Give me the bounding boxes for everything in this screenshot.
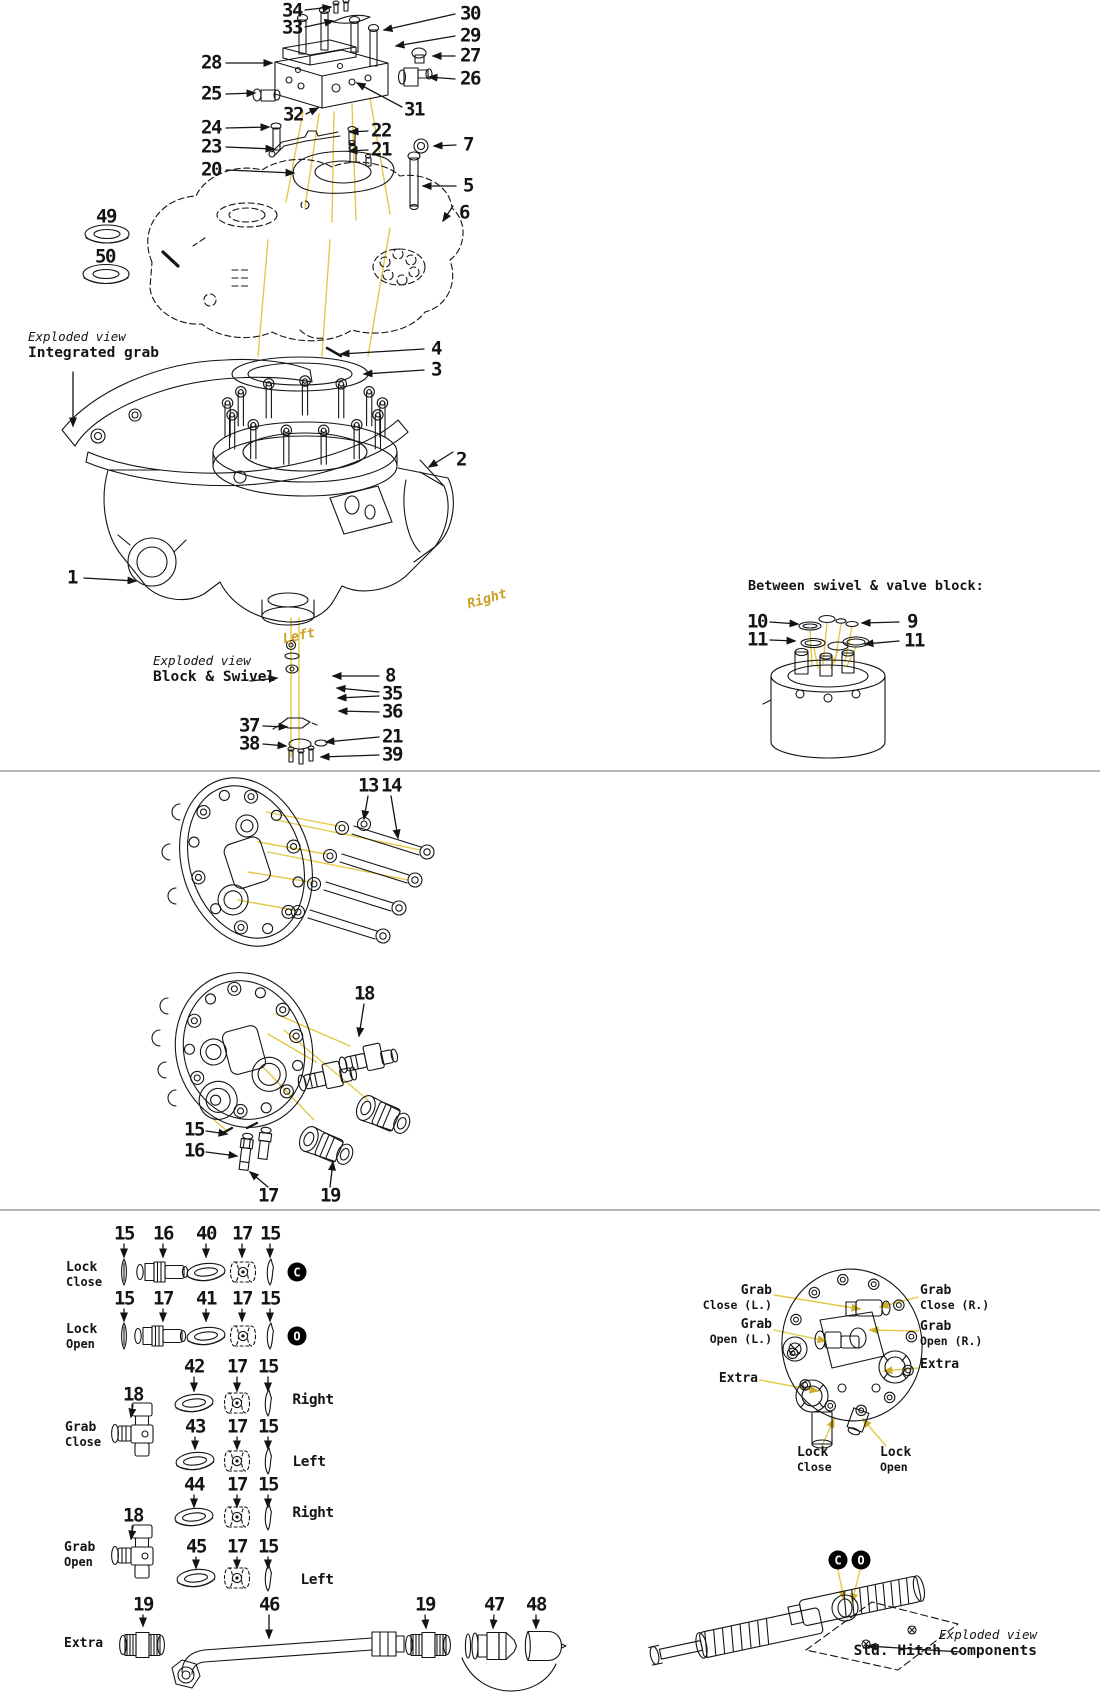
callout-38: 38 xyxy=(239,732,259,755)
exploded-view-label-block-swivel xyxy=(153,654,275,686)
callout-15: 15 xyxy=(258,1473,278,1496)
callout-1: 1 xyxy=(67,566,77,589)
grab-disc-label-grab-open-r: Grab Open (R.) xyxy=(920,1319,983,1348)
callout-50: 50 xyxy=(95,245,115,268)
grab-disc-label-grab-close-l: Grab Close (L.) xyxy=(702,1283,772,1312)
callout-31: 31 xyxy=(404,98,424,121)
orientation-marker-left: Left xyxy=(281,624,317,648)
callout-15: 15 xyxy=(184,1118,204,1141)
callout-6: 6 xyxy=(459,201,469,224)
grab-disc-label-extra: Extra xyxy=(718,1371,758,1386)
callout-4: 4 xyxy=(431,337,441,360)
callout-9: 9 xyxy=(907,610,917,633)
block-swivel-body xyxy=(104,460,453,625)
callout-15: 15 xyxy=(258,1355,278,1378)
callout-49: 49 xyxy=(96,205,116,228)
callout-18: 18 xyxy=(123,1383,143,1406)
callout-35: 35 xyxy=(382,682,402,705)
grab-disc xyxy=(772,1260,932,1448)
callout-21: 21 xyxy=(382,725,402,748)
row-label-grab-open: Grab Open xyxy=(64,1540,96,1569)
callout-15: 15 xyxy=(260,1222,280,1245)
callout-34: 34 xyxy=(282,0,302,22)
callout-3: 3 xyxy=(431,358,441,381)
callout-17: 17 xyxy=(258,1184,278,1207)
callout-45: 45 xyxy=(186,1535,206,1558)
ring-gear-assembly xyxy=(213,348,397,496)
callout-44: 44 xyxy=(184,1473,204,1496)
block-swivel-title: Block & Swivel xyxy=(153,668,276,685)
callout-11: 11 xyxy=(904,629,924,652)
badge-c: C xyxy=(829,1551,848,1570)
row-label-lock-open: Lock Open xyxy=(66,1322,98,1351)
callout-Left: Left xyxy=(292,1453,326,1470)
callout-13: 13 xyxy=(358,774,378,797)
callout-48: 48 xyxy=(526,1593,546,1616)
callout-Right: Right xyxy=(292,1504,334,1521)
orientation-marker-right: Right xyxy=(465,585,509,613)
callout-37: 37 xyxy=(239,714,259,737)
badge-o: O xyxy=(852,1551,871,1570)
callout-28: 28 xyxy=(201,51,221,74)
hitch-top-body xyxy=(148,159,463,340)
callout-24: 24 xyxy=(201,116,221,139)
callout-19: 19 xyxy=(133,1593,153,1616)
exploded-view-italic: Exploded view xyxy=(939,1627,1037,1642)
callout-17: 17 xyxy=(153,1287,173,1310)
grab-disc-label-grab-close-r: Grab Close (R.) xyxy=(920,1283,990,1312)
row-label-grab-close: Grab Close xyxy=(65,1420,102,1449)
badge-o: O xyxy=(288,1327,307,1346)
callout-17: 17 xyxy=(227,1355,247,1378)
callout-14: 14 xyxy=(381,774,401,797)
callout-15: 15 xyxy=(258,1415,278,1438)
callout-18: 18 xyxy=(354,982,374,1005)
callout-42: 42 xyxy=(184,1355,204,1378)
callout-7: 7 xyxy=(463,133,473,156)
callout-33: 33 xyxy=(282,16,302,39)
callout-26: 26 xyxy=(460,67,480,90)
swivel-detail xyxy=(763,616,885,759)
callout-2: 2 xyxy=(456,448,466,471)
callout-19: 19 xyxy=(415,1593,435,1616)
callout-32: 32 xyxy=(283,103,303,126)
callout-15: 15 xyxy=(114,1287,134,1310)
callout-23: 23 xyxy=(201,135,221,158)
grab-disc-label-extra: Extra xyxy=(920,1357,960,1372)
body-mark xyxy=(163,252,178,266)
callout-19: 19 xyxy=(320,1184,340,1207)
callout-8: 8 xyxy=(385,664,395,687)
callout-11: 11 xyxy=(747,628,767,651)
callout-41: 41 xyxy=(196,1287,216,1310)
callout-17: 17 xyxy=(227,1415,247,1438)
integrated-grab-title: Integrated grab xyxy=(28,344,159,361)
row-label-extra: Extra xyxy=(64,1636,104,1651)
callout-17: 17 xyxy=(227,1535,247,1558)
callout-36: 36 xyxy=(382,700,402,723)
exploded-view-italic: Exploded view xyxy=(153,653,251,668)
badge-c: C xyxy=(288,1263,307,1282)
callout-16: 16 xyxy=(184,1139,204,1162)
callout-39: 39 xyxy=(382,743,402,766)
exploded-view-label-std-hitch xyxy=(854,1628,1037,1660)
callout-40: 40 xyxy=(196,1222,216,1245)
grab-disc-label-lock-close: Lock Close xyxy=(797,1445,832,1474)
callout-15: 15 xyxy=(258,1535,278,1558)
between-swivel-valve-block-header: Between swivel & valve block: xyxy=(748,578,984,594)
callout-27: 27 xyxy=(460,44,480,67)
fitting-rows xyxy=(112,1259,566,1691)
callout-47: 47 xyxy=(484,1593,504,1616)
leader-lines xyxy=(212,98,918,1602)
callout-20: 20 xyxy=(201,158,221,181)
callout-15: 15 xyxy=(260,1287,280,1310)
callout-21: 21 xyxy=(371,138,391,161)
callout-46: 46 xyxy=(259,1593,279,1616)
callout-15: 15 xyxy=(114,1222,134,1245)
exploded-view-label-integrated-grab xyxy=(28,330,159,362)
std-hitch-title: Std. Hitch components xyxy=(853,1642,1037,1659)
exploded-view-italic: Exploded view xyxy=(28,329,126,344)
callout-43: 43 xyxy=(185,1415,205,1438)
callout-22: 22 xyxy=(371,119,391,142)
callout-17: 17 xyxy=(227,1473,247,1496)
callout-17: 17 xyxy=(232,1222,252,1245)
callout-30: 30 xyxy=(460,2,480,25)
row-label-lock-close: Lock Close xyxy=(66,1260,103,1289)
callout-5: 5 xyxy=(463,174,473,197)
grab-disc-label-lock-open: Lock Open xyxy=(880,1445,912,1474)
callout-17: 17 xyxy=(232,1287,252,1310)
callout-18: 18 xyxy=(123,1504,143,1527)
callout-Left: Left xyxy=(300,1571,334,1588)
callout-29: 29 xyxy=(460,24,480,47)
grab-disc-label-grab-open-l: Grab Open (L.) xyxy=(709,1317,772,1346)
callout-25: 25 xyxy=(201,82,221,105)
callout-10: 10 xyxy=(747,610,767,633)
callout-16: 16 xyxy=(153,1222,173,1245)
callout-Right: Right xyxy=(292,1391,334,1408)
